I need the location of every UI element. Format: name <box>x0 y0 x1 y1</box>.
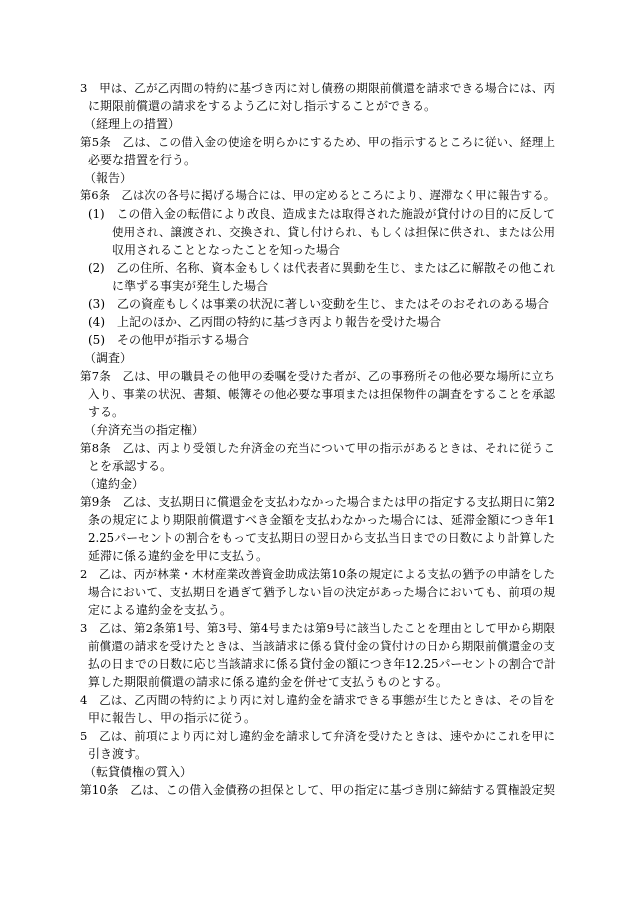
section-heading: （転貸債権の質入） <box>84 765 193 779</box>
section-heading: （弁済充当の指定権） <box>84 423 205 437</box>
text-line: 払の日までの日数に応じ当該請求に係る貸付金の額につき年12.25パーセントの割合で計 <box>88 657 556 671</box>
section-heading: （調査） <box>84 351 133 365</box>
list-item-line: 使用され、譲渡され、交換され、貸し付けられ、もしくは担保に供され、または公用 <box>112 225 555 239</box>
text-line: 甲に報告し、甲の指示に従う。 <box>88 711 257 725</box>
article-line: 第8条 乙は、丙より受領した弁済金の充当について甲の指示があるときは、それに従うこ <box>80 441 555 455</box>
text-line: 延滞に係る違約金を甲に支払う。 <box>88 549 269 563</box>
text-line: する。 <box>88 405 125 419</box>
list-item-line: (4) 上記のほか、乙丙間の特約に基づき丙より報告を受けた場合 <box>88 315 442 329</box>
section-heading: （経理上の措置） <box>84 117 181 131</box>
text-line: 入り、事業の状況、書類、帳簿その他必要な事項または担保物件の調査をすることを承認 <box>88 387 555 401</box>
paragraph-line: 2 乙は、丙が林業・木材産業改善資金助成法第10条の規定による支払の猶予の申請をした <box>80 567 555 581</box>
text-line: 前償還の請求を受けたときは、当該請求に係る貸付金の貸付けの日から期限前償還金の支 <box>88 639 555 653</box>
list-item-line: (2) 乙の住所、名称、資本金もしくは代表者に異動を生じ、または乙に解散その他これ <box>88 261 555 275</box>
text-line: 条の規定により期限前償還すべき金額を支払わなかった場合には、延滞金額につき年1 <box>88 513 555 527</box>
list-item-line: (1) この借入金の転借により改良、造成または取得された施設が貸付けの目的に反して <box>88 207 555 221</box>
paragraph-line: 5 乙は、前項により丙に対し違約金を請求して弁済を受けたときは、速やかにこれを甲に <box>80 729 555 743</box>
list-item-line: に準ずる事実が発生した場合 <box>112 279 269 293</box>
article-line: 第5条 乙は、この借入金の使途を明らかにするため、甲の指示するところに従い、経理上 <box>80 135 555 149</box>
list-item-line: (3) 乙の資産もしくは事業の状況に著しい変動を生じ、またはそのおそれのある場合 <box>88 297 550 311</box>
section-heading: （報告） <box>84 171 133 185</box>
article-line: 第6条 乙は次の各号に掲げる場合には、甲の定めるところにより、遅滞なく甲に報告する。 <box>80 189 555 202</box>
article-line: 第7条 乙は、甲の職員その他甲の委嘱を受けた者が、乙の事務所その他必要な場所に立ち <box>80 369 555 383</box>
text-line: 定による違約金を支払う。 <box>88 603 233 617</box>
text-line: に期限前償還の請求をするよう乙に対し指示することができる。 <box>88 99 437 113</box>
text-line: 2.25パーセントの割合をもって支払期日の翌日から支払当日までの日数により計算した <box>88 531 555 545</box>
text-line: 3 甲は、乙が乙丙間の特約に基づき丙に対し債務の期限前償還を請求できる場合には、丙 <box>80 81 555 95</box>
text-line: 算した期限前償還の請求に係る違約金を併せて支払うものとする。 <box>88 675 449 689</box>
list-item-line: 収用されることとなったことを知った場合 <box>112 243 341 257</box>
section-heading: （違約金） <box>84 477 145 491</box>
text-line: とを承認する。 <box>88 459 173 473</box>
paragraph-line: 3 乙は、第2条第1号、第3号、第4号または第9号に該当したことを理由として甲から期限 <box>80 621 555 635</box>
list-item-line: (5) その他甲が指示する場合 <box>88 333 249 347</box>
article-line: 第10条 乙は、この借入金債務の担保として、甲の指定に基づき別に締結する質権設定契 <box>80 783 555 797</box>
document-body <box>80 79 555 799</box>
paragraph-line: 4 乙は、乙丙間の特約により丙に対し違約金を請求できる事態が生じたときは、その旨を <box>80 693 555 707</box>
text-line: 必要な措置を行う。 <box>88 153 197 167</box>
text-line: 引き渡す。 <box>88 747 148 761</box>
text-line: 場合において、支払期日を過ぎて猶予しない旨の決定があった場合においても、前項の規 <box>88 585 555 599</box>
article-line: 第9条 乙は、支払期日に償還金を支払わなかった場合または甲の指定する支払期日に第2 <box>80 495 555 509</box>
